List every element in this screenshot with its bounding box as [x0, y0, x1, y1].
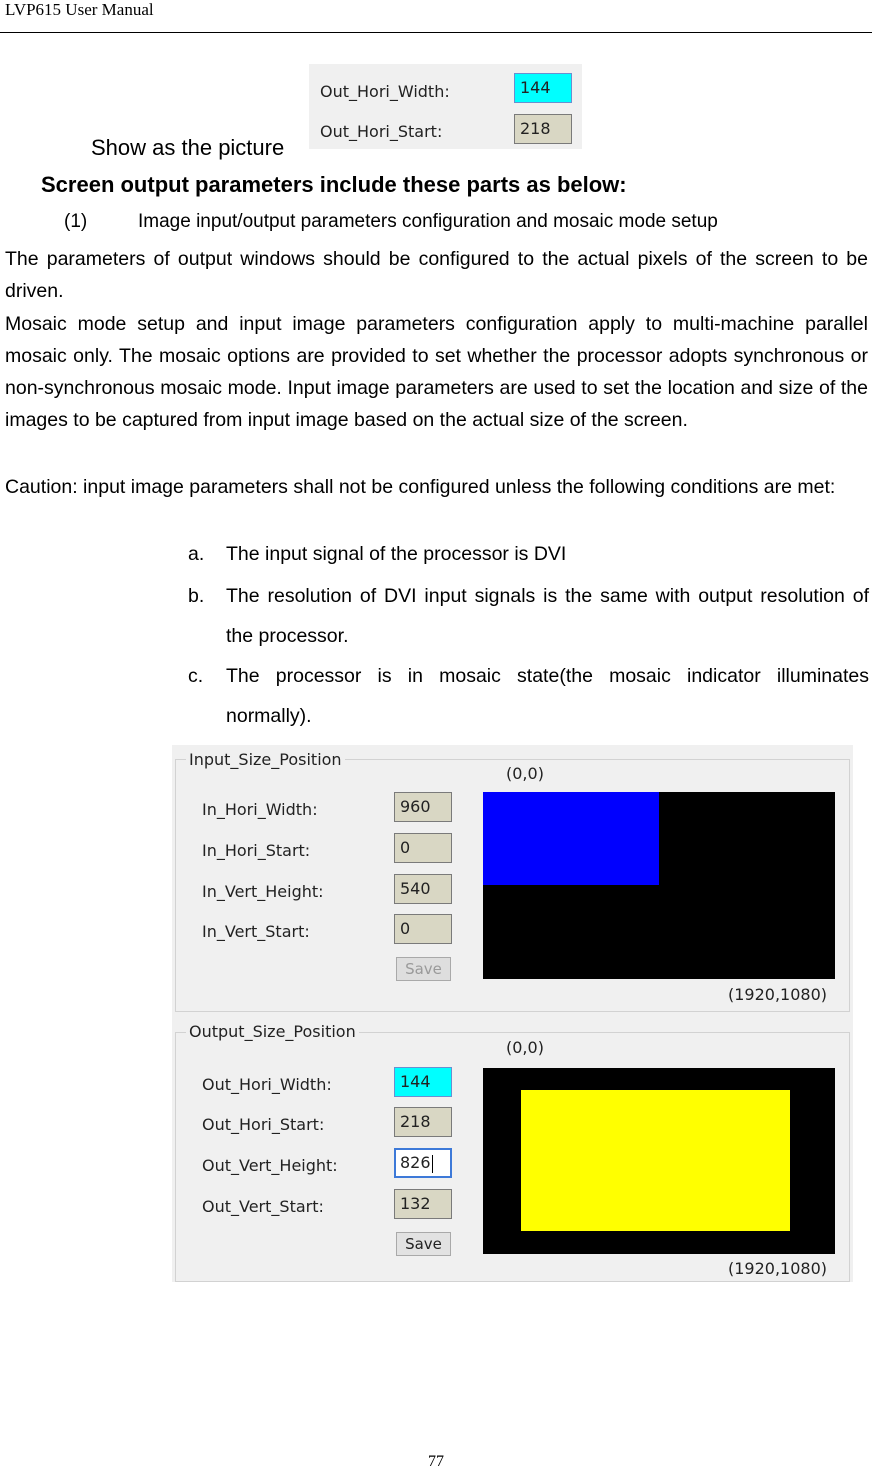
inline-label-out-hori-start: Out_Hori_Start:: [320, 122, 443, 141]
condition-letter-c: c.: [188, 665, 204, 687]
output-origin-label: (0,0): [506, 1038, 544, 1057]
output-group-title: Output_Size_Position: [186, 1022, 359, 1041]
label-in-hori-width: In_Hori_Width:: [202, 800, 318, 819]
label-in-vert-height: In_Vert_Height:: [202, 882, 324, 901]
output-preview-canvas: [483, 1068, 835, 1254]
condition-text-a: The input signal of the processor is DVI: [226, 543, 567, 565]
output-save-button[interactable]: Save: [396, 1232, 451, 1256]
out-hori-width-input[interactable]: 144: [394, 1067, 452, 1097]
input-preview-canvas: [483, 792, 835, 979]
in-hori-start-input[interactable]: 0: [394, 833, 452, 863]
label-out-vert-start: Out_Vert_Start:: [202, 1197, 324, 1216]
item-title: Image input/output parameters configuration and mosaic mode setup: [138, 211, 718, 232]
inline-picture: [309, 64, 582, 149]
output-extent-label: (1920,1080): [728, 1259, 828, 1278]
in-vert-height-input[interactable]: 540: [394, 874, 452, 904]
header-rule: [0, 32, 872, 33]
out-vert-height-value: 826: [400, 1153, 431, 1172]
input-save-button[interactable]: Save: [396, 957, 451, 981]
input-origin-label: (0,0): [506, 764, 544, 783]
paragraph-output-windows: The parameters of output windows should be configured to the actual pixels of the screen to be driven.: [5, 248, 868, 302]
text-caret: [432, 1155, 433, 1173]
label-in-vert-start: In_Vert_Start:: [202, 922, 310, 941]
size-position-screenshot: [172, 745, 853, 1282]
input-extent-label: (1920,1080): [728, 985, 828, 1004]
label-in-hori-start: In_Hori_Start:: [202, 841, 311, 860]
out-vert-start-input[interactable]: 132: [394, 1189, 452, 1219]
running-header: LVP615 User Manual: [5, 0, 154, 19]
paragraph-mosaic-setup: Mosaic mode setup and input image parameters configuration apply to multi-machine parallel mosaic only. The mosaic options are provided to set whether the processor adopts synchronous or non-synchronous mosaic mode. Input image parameters are used to set the location and size of the images to be captured from input image based on the actual size of the screen.: [5, 313, 868, 431]
condition-letter-a: a.: [188, 543, 205, 565]
out-hori-start-input[interactable]: 218: [394, 1107, 452, 1137]
inline-label-out-hori-width: Out_Hori_Width:: [320, 82, 450, 101]
output-preview-region: [521, 1090, 790, 1231]
in-vert-start-input[interactable]: 0: [394, 914, 452, 944]
inline-out-hori-width-field: 144: [514, 73, 572, 103]
section-heading: Screen output parameters include these parts as below:: [41, 172, 627, 197]
input-preview-region: [483, 792, 659, 885]
in-hori-width-input[interactable]: 960: [394, 792, 452, 822]
show-as-text: Show as the picture: [91, 135, 285, 160]
page-number: 77: [428, 1453, 444, 1470]
label-out-hori-width: Out_Hori_Width:: [202, 1075, 332, 1094]
inline-out-hori-start-field: 218: [514, 114, 572, 144]
out-vert-height-input[interactable]: [394, 1148, 452, 1178]
input-group-title: Input_Size_Position: [186, 750, 345, 769]
paragraph-caution: Caution: input image parameters shall not be configured unless the following conditions are met:: [5, 476, 836, 498]
label-out-hori-start: Out_Hori_Start:: [202, 1115, 325, 1134]
condition-text-c: The processor is in mosaic state(the mosaic indicator illuminates normally).: [226, 665, 869, 727]
item-number: (1): [64, 211, 88, 232]
condition-letter-b: b.: [188, 585, 205, 607]
label-out-vert-height: Out_Vert_Height:: [202, 1156, 338, 1175]
condition-text-b: The resolution of DVI input signals is the same with output resolution of the processor.: [226, 585, 869, 647]
